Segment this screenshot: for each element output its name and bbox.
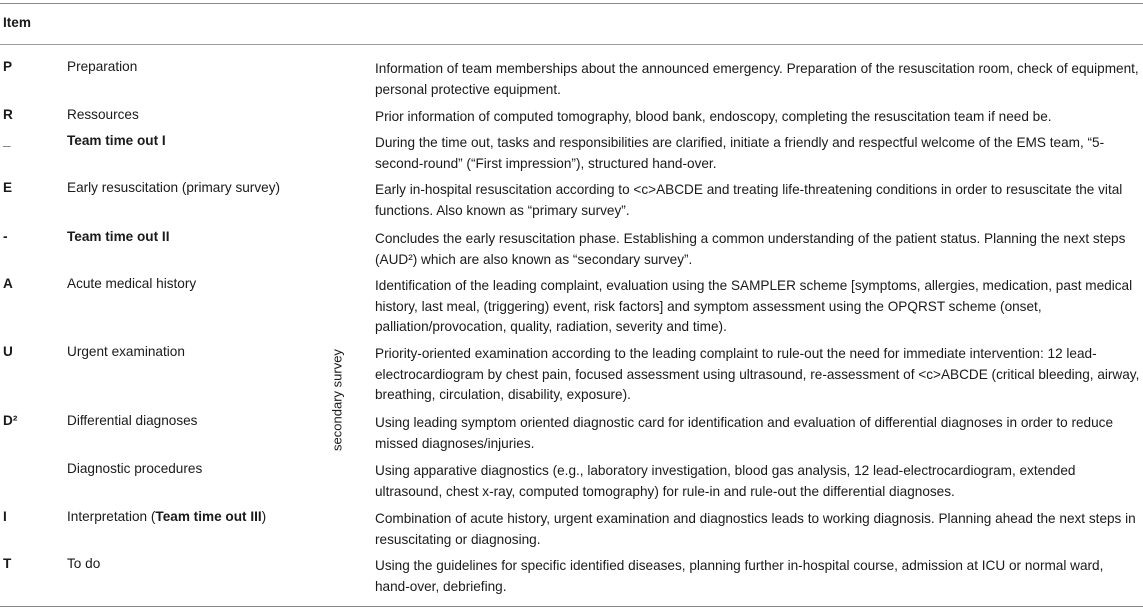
row-code: A — [3, 276, 13, 291]
row-code: _ — [3, 133, 11, 148]
row-name: Acute medical history — [67, 276, 197, 291]
table-header-item: Item — [3, 15, 31, 30]
row-description: Using leading symptom oriented diagnostic card for identification and evaluation of differential diagnoses in order to reduce missed diagnoses/injuries. — [375, 415, 1114, 451]
row-name: To do — [67, 556, 101, 571]
row-code: - — [3, 229, 8, 244]
row-code: P — [3, 59, 13, 74]
table-bottom-rule — [0, 606, 1143, 607]
row-description: Prior information of computed tomography, blood bank, endoscopy, completing the resuscitation team if need be. — [375, 109, 1052, 124]
row-name: Ressources — [67, 107, 139, 122]
row-code: U — [3, 344, 13, 359]
row-description: Using the guidelines for specific identified diseases, planning further in-hospital course, admission at ICU or normal ward, hand-over, debriefing. — [375, 558, 1104, 594]
row-description: During the time out, tasks and responsibilities are clarified, initiate a friendly and respectful welcome of the EMS team, “5-second-round” (“First impression”), structured hand-over. — [375, 135, 1105, 171]
table-top-rule — [0, 3, 1143, 4]
row-code: T — [3, 556, 12, 571]
row-description: Information of team memberships about the announced emergency. Preparation of the resuscitation room, check of equipment, personal protective equipment. — [375, 61, 1139, 97]
row-code: R — [3, 107, 13, 122]
row-name: Interpretation (Team time out III) — [67, 509, 267, 524]
row-description: Using apparative diagnostics (e.g., laboratory investigation, blood gas analysis, 12 lead-electrocardiogram, extended ultrasound, chest x-ray, computed tomography) for rule-in and rule-out the differential diagnoses. — [375, 463, 1076, 499]
row-name: Preparation — [67, 59, 138, 74]
secondary-survey-label: secondary survey — [329, 349, 345, 451]
row-description: Early in-hospital resuscitation according to <c>ABCDE and treating life-threatening conditions in order to resuscitate the vital functions. Also known as “primary survey”. — [375, 182, 1123, 218]
row-name: Urgent examination — [67, 344, 185, 359]
row-name: Diagnostic procedures — [67, 461, 203, 476]
row-description: Identification of the leading complaint, evaluation using the SAMPLER scheme [symptoms, allergies, medication, past medical history, last meal, (triggering) event, risk factors] and symptom assessment using the OPQRST scheme (onset, palliation/provocation, quality, radiation, severity and time). — [375, 278, 1133, 334]
row-name: Early resuscitation (primary survey) — [67, 180, 281, 195]
row-code: D² — [3, 413, 18, 428]
row-description: Combination of acute history, urgent examination and diagnostics leads to working diagnosis. Planning ahead the next steps in resuscitating or diagnosing. — [375, 511, 1136, 547]
row-name: Differential diagnoses — [67, 413, 198, 428]
row-code: I — [3, 509, 7, 524]
row-name: Team time out I — [67, 133, 166, 148]
table-header-rule — [0, 44, 1143, 45]
row-code: E — [3, 180, 13, 195]
row-description: Concludes the early resuscitation phase. Establishing a common understanding of the patient status. Planning the next steps (AUD²) which are also known as “secondary survey”. — [375, 231, 1126, 267]
row-description: Priority-oriented examination according to the leading complaint to rule-out the need for immediate intervention: 12 lead-electrocardiogram by chest pain, focused assessment using ultrasound, re-assessment of <c>ABCDE (critical bleeding, airway, breathing, circulation, disability, exposure). — [375, 346, 1140, 402]
row-name: Team time out II — [67, 229, 170, 244]
